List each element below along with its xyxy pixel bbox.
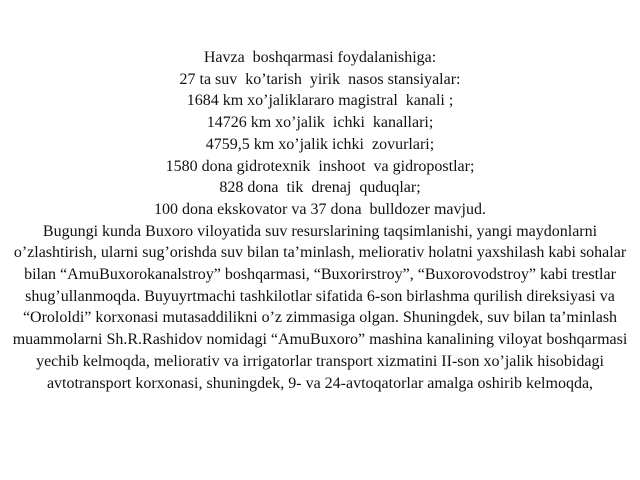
list-line-drains: 4759,5 km xo’jalik ichki zovurlari; xyxy=(205,135,435,153)
list-line-main-canal: 1684 km xo’jaliklararo magistral kanali ; xyxy=(186,92,454,110)
list-line-pump-stations: 27 ta suv ko’tarish yirik nasos stansiyalar: xyxy=(179,70,461,88)
list-line-hydro-structures: 1580 dona gidrotexnik inshoot va gidropostlar; xyxy=(165,157,475,175)
list-line-drainage-wells: 828 dona tik drenaj quduqlar; xyxy=(219,179,421,197)
list-line-heading: Havza boshqarmasi foydalanishiga: xyxy=(203,49,437,66)
list-line-machinery: 100 dona ekskovator va 37 dona bulldozer mavjud. xyxy=(154,200,486,218)
document-text-block xyxy=(8,47,632,394)
body-paragraph: Bugungi kunda Buxoro viloyatida suv resurslarining taqsimlanishi, yangi maydonlarni o’zlashtirish, ularni sug’orishda suv bilan ta’minlash, meliorativ holatni yaxshilash kabi sohalar bilan “AmuBuxorokanalstroy” boshqarmasi, “Buxorirstroy”, “Buxorovodstroy” kabi trestlar shug’ullanmoqda. Buyuyrtmachi tashkilotlar sifatida 6-son birlashma qurilish direksiyasi va “Orololdi” korxonasi mutasaddilikni o’z zimmasiga olgan. Shuningdek, suv bilan ta’minlash muammolarni Sh.R.Rashidov nomidagi “AmuBuxoro” mashina kanalining viloyat boshqarmasi yechib kelmoqda, meliorativ va irrigatorlar transport xizmatini II-son xo’jalik hisobidagi avtotransport korxonasi, shuningdek, 9- va 24-avtoqatorlar amalga oshirib kelmoqda, xyxy=(12,222,628,392)
list-line-internal-canals: 14726 km xo’jalik ichki kanallari; xyxy=(206,114,434,132)
